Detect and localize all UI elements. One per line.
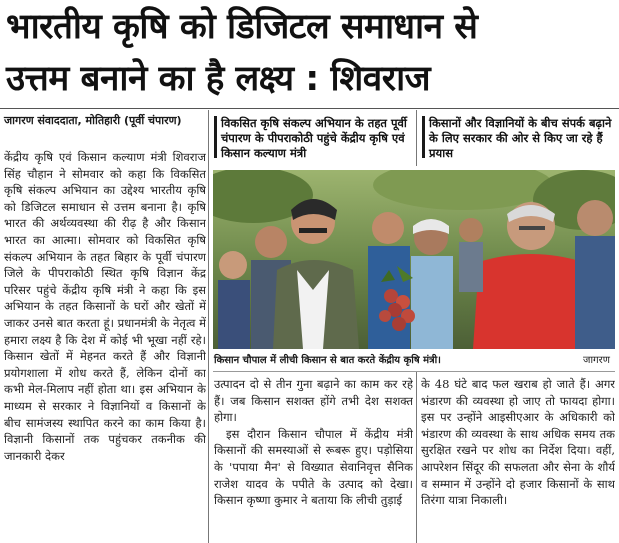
column-2-paragraph: इस दौरान किसान चौपाल में केंद्रीय मंत्री किसानों की समस्याओं से रूबरू हुए। पड़ोसिया के 'पपाया मैन' से विख्यात सेवानिवृत्त सैनिक राजेश यादव के पपीते के उत्पाद को देखा। किसान कृष्णा कुमार ने बताया कि लीची तुड़ाई <box>214 426 413 508</box>
headline-line-2: उत्तम बनाने का है लक्ष्य : शिवराज <box>6 59 431 99</box>
column-1-paragraph: केंद्रीय कृषि एवं किसान कल्याण मंत्री शिवराज सिंह चौहान ने सोमवार को कहा कि विकसित कृषि संकल्प अभियान का उद्देश्य भारतीय कृषि को डिजिटल समाधान से उत्तम बनाना है। कृषि भारत की अर्थव्यवस्था की रीढ़ है और किसान भारत का आत्मा। सोमवार को विकसित कृषि संकल्प अभियान के तहत बिहार के पूर्वी चंपारण जिले के पीपराकोठी स्थित कृषि विज्ञान केंद्र परिसर पहुंचे केंद्रीय कृषि मंत्री ने कहा कि इस अभियान के तहत किसानों के घरों और खेतों में जाकर उनसे बात करता हूं। प्रधानमंत्री के नेतृत्व में हमारा लक्ष्य है कि देश में कोई भी भूखा नहीं रहे। किसान खेतों में मेहनत करते हैं और विज्ञानी प्रयोगशाला में शोध करते हैं, लेकिन दोनों का कभी मेल-मिलाप नहीं होता था। इस अभियान के माध्यम से सरकार ने विज्ञानियों व किसानों के बीच सामंजस्य स्थापित करने का काम किया है। विज्ञानी किसानों तक पहुंचकर तकनीक की जानकारी देकर <box>4 150 206 463</box>
headline-line-1: भारतीय कृषि को डिजिटल समाधान से <box>6 7 478 47</box>
column-divider-right <box>416 372 417 543</box>
column-divider-left <box>208 110 209 543</box>
headline-rule <box>0 108 619 109</box>
subhead-1-text: विकसित कृषि संकल्प अभियान के तहत पूर्वी चंपारण के पीपराकोठी पहुंचे केंद्रीय कृषि एवं किसान कल्याण मंत्री <box>221 116 407 160</box>
subhead-2 <box>422 116 617 161</box>
subhead-marker <box>422 116 425 158</box>
photo-illustration <box>213 170 615 349</box>
dateline: जागरण संवाददाता, मोतिहारी (पूर्वी चंपारण) <box>4 114 182 127</box>
subhead-2-text: किसानों और विज्ञानियों के बीच संपर्क बढ़ाने के लिए सरकार की ओर से किए जा रहे हैं प्रयास <box>429 116 612 160</box>
caption-rule <box>213 371 615 372</box>
article-column-3 <box>421 376 615 543</box>
photo-caption: किसान चौपाल में लीची किसान से बात करते केंद्रीय कृषि मंत्री। <box>214 355 441 366</box>
subhead-divider <box>416 110 417 166</box>
article-column-2 <box>214 376 413 543</box>
column-2-paragraph: उत्पादन दो से तीन गुना बढ़ाने का काम कर रहे हैं। जब किसान सशक्त होंगे तभी देश सशक्त होगा। <box>214 377 413 425</box>
article-column-1 <box>4 149 206 543</box>
subhead-marker <box>214 116 217 158</box>
photo-credit: जागरण <box>583 355 610 366</box>
subhead-1 <box>214 116 414 161</box>
news-photo <box>213 170 615 349</box>
column-3-paragraph: के 48 घंटे बाद फल खराब हो जाते हैं। अगर भंडारण की व्यवस्था हो जाए तो फायदा होगा। इस पर उन्होंने आइसीएआर के अधिकारी को भंडारण की व्यवस्था के साथ अधिक समय तक सुरक्षित रखने पर शोध का निर्देश दिया। वहीं, आपरेशन सिंदूर की सफलता और सेना के शौर्य व सम्मान में उन्होंने दो हजार किसानों के साथ तिरंगा यात्रा निकाली। <box>421 377 615 508</box>
photo-caption-bar <box>214 352 614 366</box>
